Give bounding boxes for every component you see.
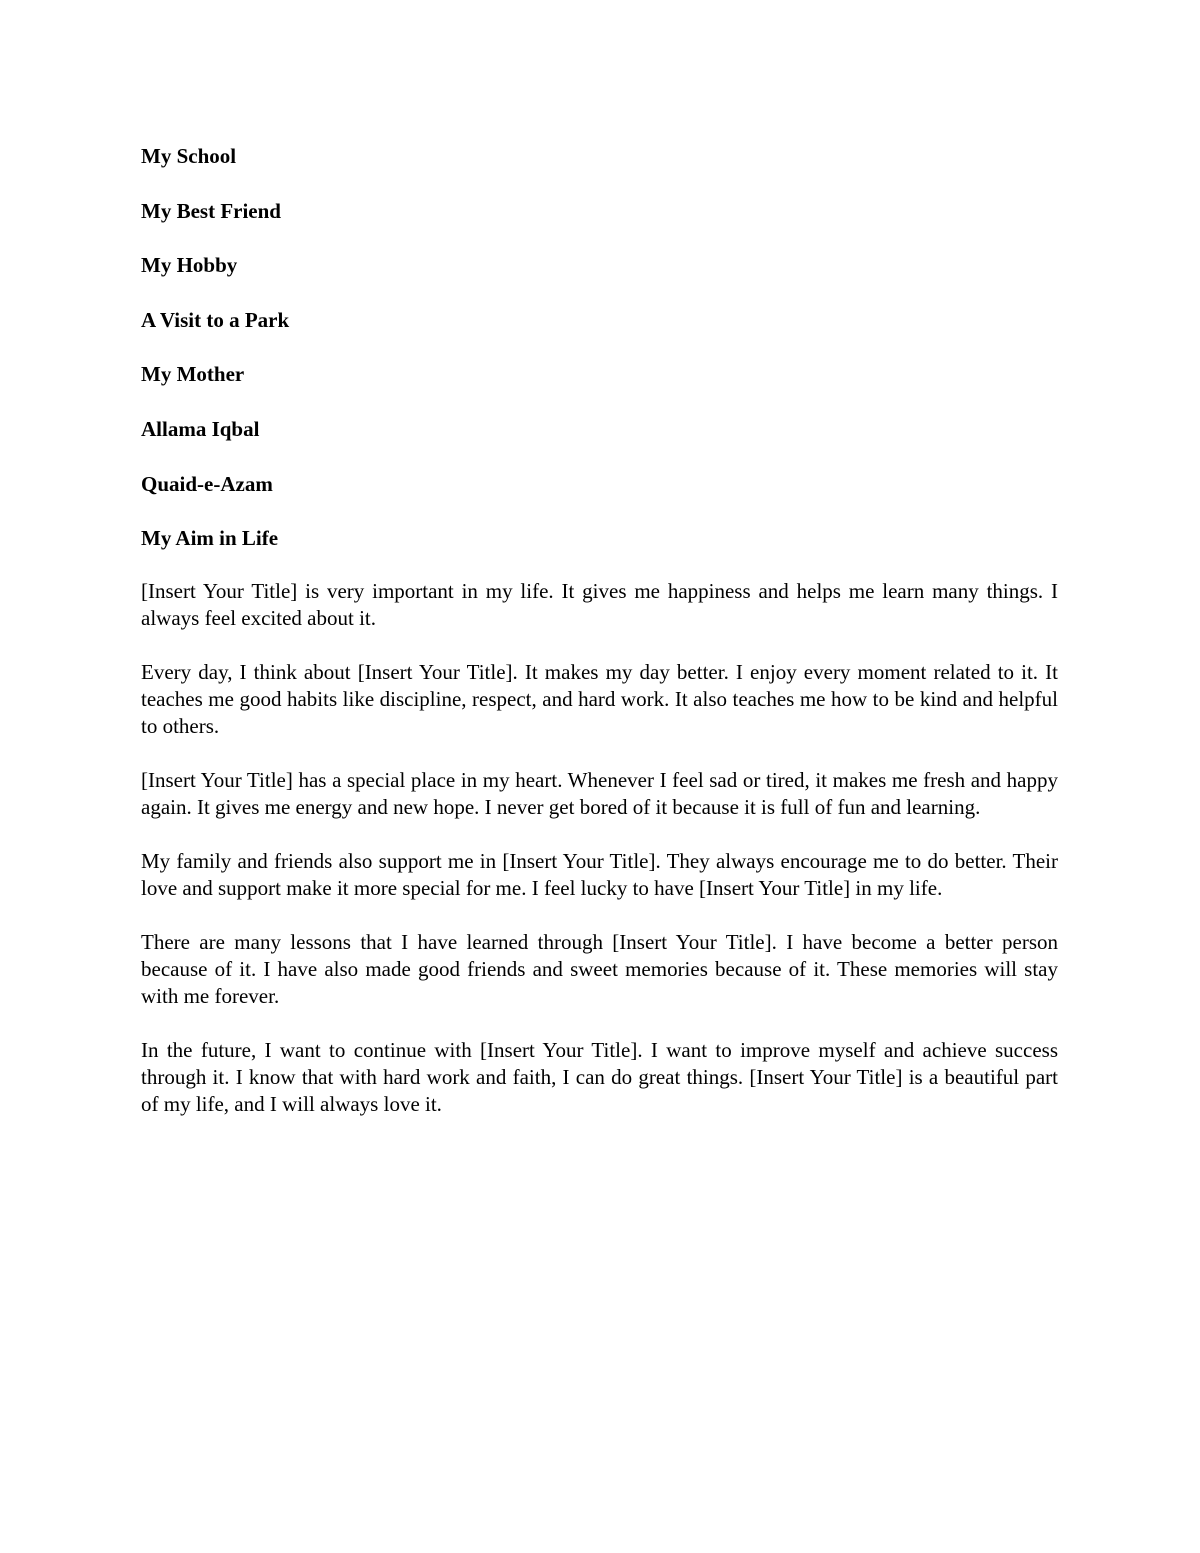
essay-title-my-aim-in-life: My Aim in Life <box>141 526 279 551</box>
essay-title-my-best-friend: My Best Friend <box>141 198 281 223</box>
essay-title-allama-iqbal: Allama Iqbal <box>141 416 260 441</box>
document-body <box>141 141 1058 1145</box>
essay-paragraph-1: [Insert Your Title] is very important in my life. It gives me happiness and helps me learn many things. I always feel excited about it. <box>141 578 1058 630</box>
essay-paragraph-4: My family and friends also support me in [Insert Your Title]. They always encourage me to do better. Their love and support make it more special for me. I feel lucky to have [Insert Your Title] in my life. <box>141 848 1058 900</box>
essay-body <box>141 578 1058 1118</box>
essay-paragraph-5: There are many lessons that I have learned through [Insert Your Title]. I have become a better person because of it. I have also made good friends and sweet memories because of it. These memories will stay with me forever. <box>141 929 1058 1008</box>
essay-paragraph-3: [Insert Your Title] has a special place in my heart. Whenever I feel sad or tired, it makes me fresh and happy again. It gives me energy and new hope. I never get bored of it because it is full of fun and learning. <box>141 767 1058 819</box>
essay-title-my-hobby: My Hobby <box>141 253 238 278</box>
essay-title-quaid-e-azam: Quaid-e-Azam <box>141 471 273 496</box>
essay-title-my-school: My School <box>141 144 237 168</box>
essay-title-my-mother: My Mother <box>141 362 245 387</box>
essay-paragraph-2: Every day, I think about [Insert Your Title]. It makes my day better. I enjoy every moment related to it. It teaches me good habits like discipline, respect, and hard work. It also teaches me how to be kind and helpful to others. <box>141 659 1058 738</box>
essay-title-list <box>141 141 1058 553</box>
essay-paragraph-6: In the future, I want to continue with [Insert Your Title]. I want to improve myself and achieve success through it. I know that with hard work and faith, I can do great things. [Insert Your Title] is a beautiful part of my life, and I will always love it. <box>141 1037 1058 1116</box>
essay-title-visit-to-park: A Visit to a Park <box>141 307 290 332</box>
